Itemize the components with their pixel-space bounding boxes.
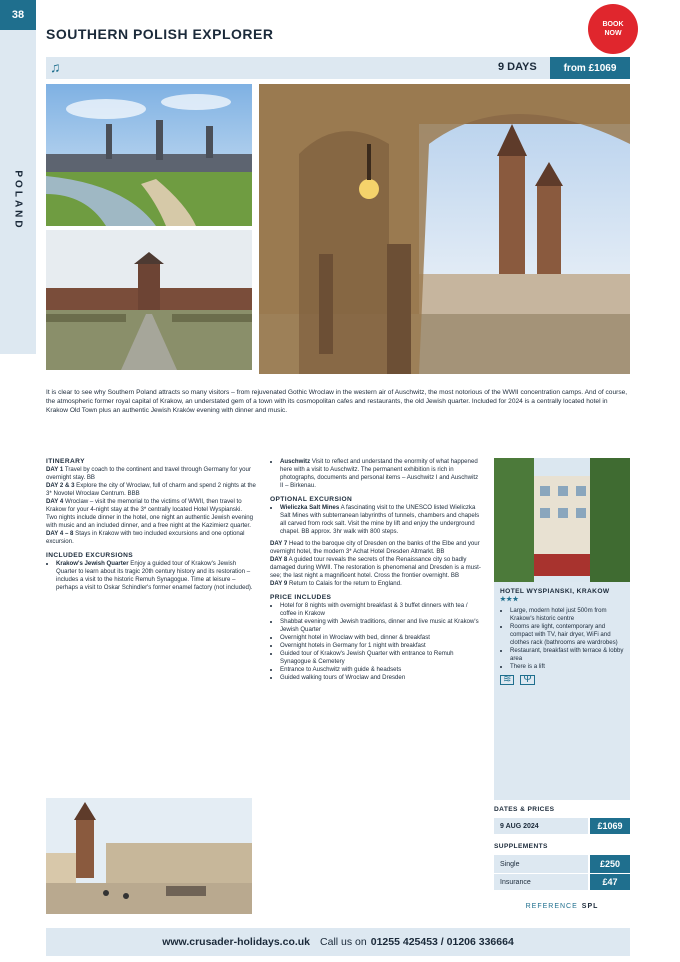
itinerary-day: DAY 4 – 8 Stays in Krakow with two included excursions and one optional excursion.	[46, 530, 245, 545]
hotel-photo	[494, 458, 630, 582]
price-include-item: • Guided tour of Krakow's Jewish Quarter with entrance to Remuh Synagogue & Cemetery	[280, 650, 482, 666]
price-include-item: • Shabbat evening with Jewish traditions, dinner and live music at Krakow's Jewish Quarter	[280, 618, 482, 634]
krakow-arcade-photo	[259, 84, 630, 374]
badge-line2: NOW	[604, 30, 622, 37]
dresden-photo	[46, 84, 252, 226]
tour-info-bar	[46, 57, 630, 79]
supplement-row: Insurance	[494, 874, 588, 890]
wifi-icon: ≋	[500, 675, 514, 685]
dining-icon: Ψ	[520, 675, 534, 685]
supplements-heading: SUPPLEMENTS	[494, 843, 548, 850]
tour-duration: 9 DAYS	[498, 61, 537, 73]
page-number: 38	[0, 0, 36, 30]
optional-excursion-item: • Wieliczka Salt Mines A fascinating visit to the UNESCO listed Wieliczka Salt Mines with subterranean labyrinths of tunnels, chambers and chapels all carved from rock salt. Visit the mine by lift and enjoy the underground chapel. BB approx. 3hr walk with 800 steps.	[280, 504, 482, 536]
included-excursions-heading: INCLUDED EXCURSIONS	[46, 552, 134, 559]
hotel-info	[500, 588, 626, 685]
itinerary-day: DAY 1 Travel by coach to the continent and travel through Germany for your overnight stay. BB	[46, 466, 251, 481]
itinerary-heading: ITINERARY	[46, 458, 85, 465]
itinerary-column	[46, 458, 258, 592]
itinerary-day: DAY 8 A guided tour reveals the secrets of the Renaissance city so badly damaged during WWII. The restoration is phenomenal and Dresden is a must-see; the last night a magnificent hotel. Cross the frontier overnight. BB	[270, 556, 481, 579]
badge-line1: BOOK	[602, 21, 624, 28]
hotel-feature: • Restaurant, breakfast with terrace & lobby area	[510, 647, 626, 663]
country-label: POLAND	[12, 169, 24, 231]
itinerary-day: DAY 4 Wroclaw – visit the memorial to the victims of WWII, then travel to Krakow for your 4-night stay at the 3* centrally located Hotel Wyspianski.	[46, 498, 243, 513]
itinerary-day: DAY 9 Return to Calais for the return to England.	[270, 580, 402, 587]
price-include-item: • Overnight hotel in Wroclaw with bed, dinner & breakfast	[280, 634, 482, 642]
hotel-feature: • Large, modern hotel just 500m from Krakow's historic centre	[510, 607, 626, 623]
price-include-item: • Hotel for 8 nights with overnight breakfast & 3 buffet dinners with tea / coffee in Krakow	[280, 602, 482, 618]
hotel-feature: • There is a lift	[510, 663, 626, 671]
book-now-badge[interactable]	[590, 6, 636, 52]
excursion-item: • Auschwitz Visit to reflect and understand the enormity of what happened here with a visit to Auschwitz. The permanent exhibition is rich in photographs, documents and personal items – Auschwitz I and Auschwitz II – Birkenau.	[280, 458, 482, 490]
price-include-item: • Entrance to Auschwitz with guide & headsets	[280, 666, 482, 674]
reference-code: SPL	[581, 902, 599, 910]
page-title: SOUTHERN POLISH EXPLORER	[46, 26, 274, 42]
phone-numbers[interactable]: 01255 425453 / 01206 336664	[370, 936, 514, 948]
date-row: 9 AUG 2024	[494, 818, 588, 834]
itinerary-day: DAY 7 Head to the baroque city of Dresden on the banks of the Elbe and your overnight hotel, the modern 3* Achat Hotel Dresden Altmarkt. BB	[270, 540, 480, 555]
call-label: Call us on	[320, 936, 367, 948]
hotel-feature: • Rooms are light, contemporary and compact with TV, hair dryer, WiFi and clothes rack (bathrooms are wardrobes)	[510, 623, 626, 647]
intro-paragraph: It is clear to see why Southern Poland attracts so many visitors – from rejuvenated Gothic Wroclaw in the western air of Auschwitz, the most notorious of the WWII concentration camps. And of course, the atmospheric former royal capital of Krakow, an understated gem of a town with its cosmopolitan cafes and restaurants, the old Jewish quarter. Included for 2024 is a centrally located hotel in Krakow Old Town plus an authentic Jewish Kraków evening with dinner and music.	[46, 389, 628, 414]
reference	[494, 898, 630, 914]
itinerary-day: DAY 2 & 3 Explore the city of Wroclaw, full of charm and spend 2 nights at the 3* Novotel Wroclaw Centrum. BBB	[46, 482, 256, 497]
price-include-item: • Guided walking tours of Wroclaw and Dresden	[280, 674, 482, 682]
date-price: £1069	[590, 818, 630, 834]
reference-label: REFERENCE	[525, 902, 578, 910]
itinerary-note: Two nights include dinner in the hotel, one night an authentic Jewish evening with music and an included dinner, and a free night at the Kazimierz quarter.	[46, 514, 253, 529]
dates-prices-heading: DATES & PRICES	[494, 806, 555, 813]
supplement-price: £250	[590, 855, 630, 873]
hotel-name: HOTEL WYSPIANSKI, KRAKOW ★★★	[500, 588, 610, 603]
optional-excursion-heading: OPTIONAL EXCURSION	[270, 496, 353, 503]
from-price: from £1069	[550, 57, 630, 79]
excursion-item: • Krakow's Jewish Quarter Enjoy a guided tour of Krakow's Jewish Quarter to learn about its tragic 20th century history and its restoration – includes a visit to the historic Remuh Synagogue. Time at leisure – perhaps a visit to Oskar Schindler's former enamel factory (not included).	[56, 560, 258, 592]
price-include-item: • Overnight hotels in Germany for 1 night with breakfast	[280, 642, 482, 650]
music-note-icon: ♫	[50, 59, 61, 75]
auschwitz-photo	[46, 230, 252, 370]
website-link[interactable]: www.crusader-holidays.co.uk	[162, 936, 311, 948]
footer-bar	[46, 928, 630, 956]
supplement-row: Single	[494, 855, 588, 873]
details-column	[270, 458, 482, 682]
supplement-price: £47	[590, 874, 630, 890]
krakow-square-photo	[46, 798, 252, 914]
price-includes-heading: PRICE INCLUDES	[270, 594, 332, 601]
